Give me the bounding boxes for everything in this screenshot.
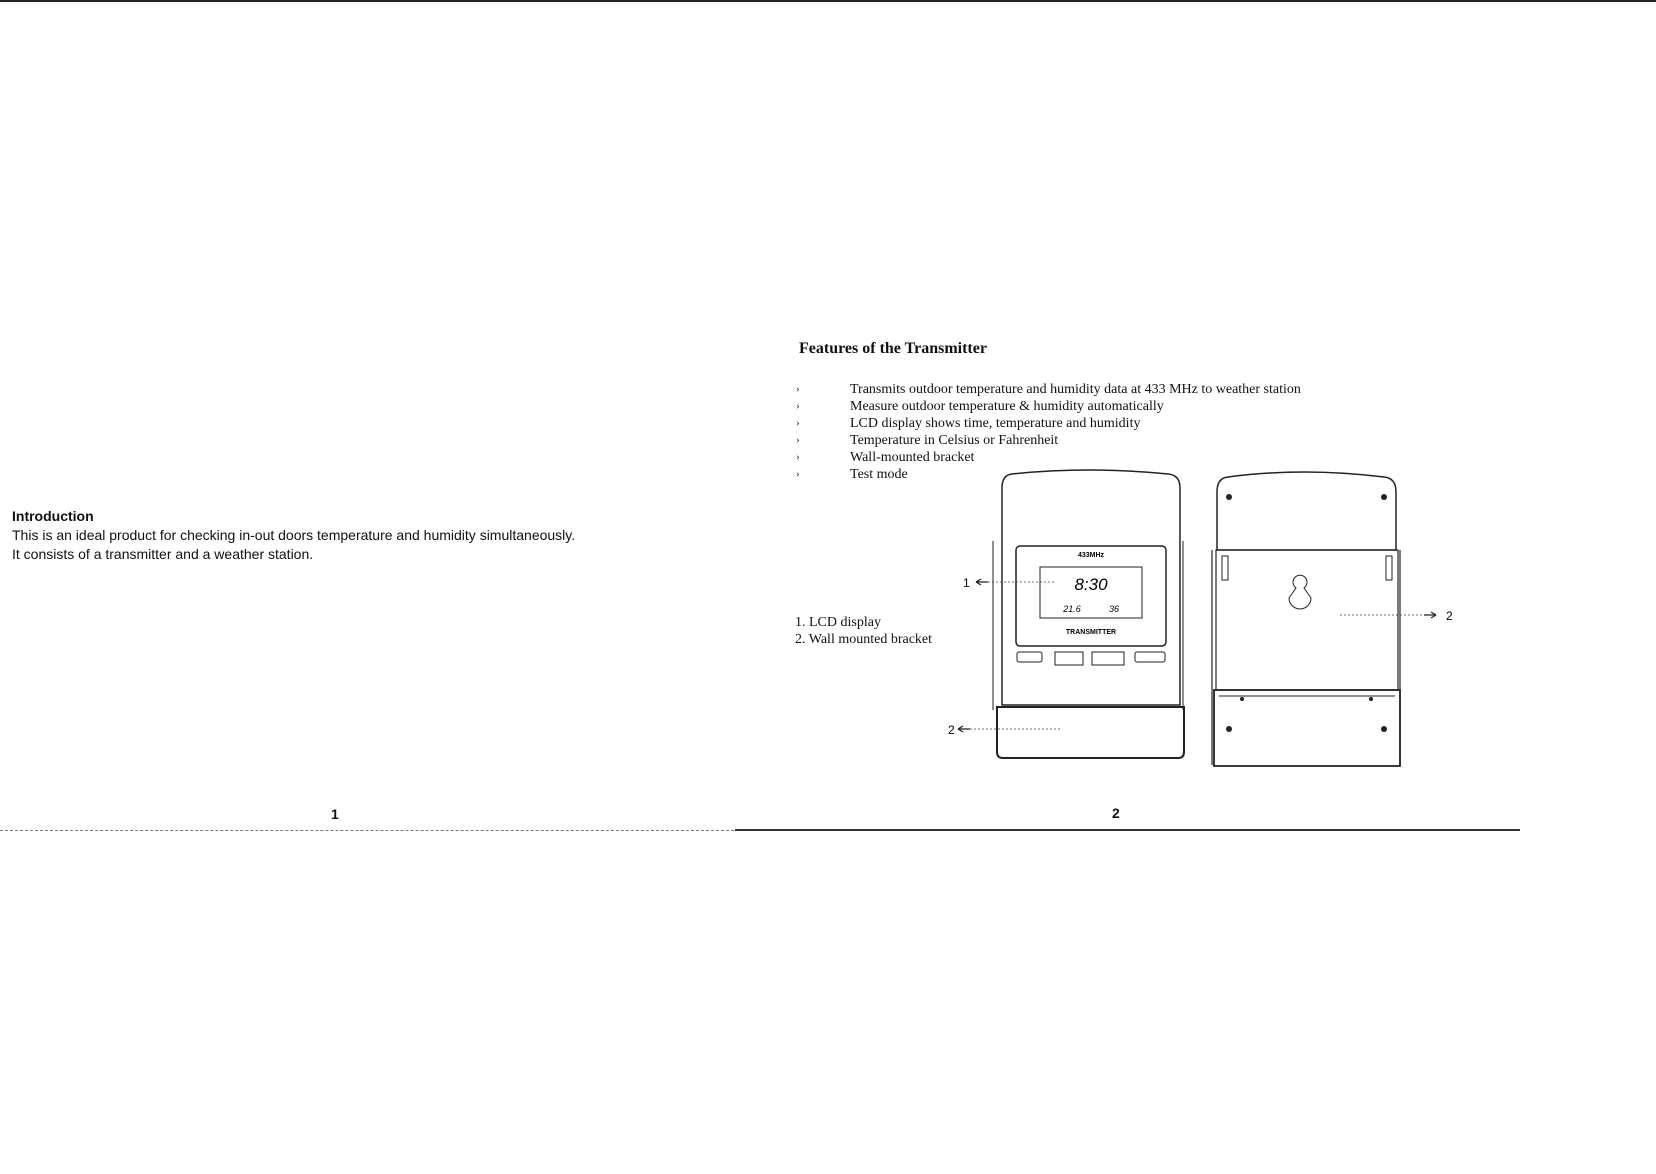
legend-item-lcd: 1. LCD display — [795, 615, 881, 630]
back-top — [1217, 472, 1396, 550]
legend-item-bracket: 2. Wall mounted bracket — [795, 632, 933, 647]
channel-button — [1092, 652, 1124, 665]
lcd-time: 8:30 — [1074, 575, 1108, 594]
page-fold-dark — [735, 829, 1520, 831]
frequency-label: 433MHz — [1077, 552, 1105, 559]
page-number-2: 2 — [1112, 805, 1120, 821]
slot-left — [1222, 556, 1228, 580]
keyhole-icon — [1289, 575, 1311, 609]
mode-button — [1017, 652, 1042, 662]
feature-text: Wall-mounted bracket — [850, 450, 975, 465]
bullet-icon: › — [796, 400, 800, 412]
slot-right — [1386, 556, 1392, 580]
celsius-button — [1055, 652, 1083, 665]
intro-line-2: It consists of a transmitter and a weather station. — [12, 546, 314, 562]
feature-text: Test mode — [850, 467, 908, 482]
intro-line-1: This is an ideal product for checking in-out doors temperature and humidity simultaneously. — [12, 527, 576, 543]
feature-text: Transmits outdoor temperature and humidity data at 433 MHz to weather station — [850, 382, 1301, 397]
back-plate — [1216, 550, 1398, 690]
bullet-icon: › — [796, 468, 800, 480]
arrow-icon — [1424, 612, 1436, 618]
arrow-icon — [976, 579, 988, 585]
feature-text: Temperature in Celsius or Fahrenheit — [850, 433, 1059, 448]
features-title: Features of the Transmitter — [799, 340, 987, 357]
feature-text: LCD display shows time, temperature and humidity — [850, 416, 1141, 431]
bullet-icon: › — [796, 383, 800, 395]
back-bracket — [1214, 690, 1400, 766]
callout-1: 1 — [963, 576, 970, 590]
wall-bracket — [997, 707, 1184, 758]
arrow-icon — [958, 726, 970, 732]
introduction-heading: Introduction — [12, 508, 94, 524]
page-number-1: 1 — [331, 806, 339, 822]
screw-icon — [1381, 726, 1387, 732]
transmitter-front-view — [993, 470, 1184, 758]
lcd-humidity: 36 — [1108, 604, 1120, 614]
test-button — [1135, 652, 1165, 662]
lcd-temperature: 21.6 — [1063, 604, 1081, 614]
bullet-icon: › — [796, 417, 800, 429]
screw-icon — [1381, 494, 1387, 500]
transmitter-back-view — [1212, 472, 1400, 766]
screw-icon — [1369, 697, 1373, 701]
callout-2-front: 2 — [948, 723, 955, 737]
bullet-icon: › — [796, 434, 800, 446]
device-label: TRANSMITTER — [1065, 629, 1117, 636]
feature-text: Measure outdoor temperature & humidity automatically — [850, 399, 1164, 414]
bullet-icon: › — [796, 451, 800, 463]
callout-2-back: 2 — [1446, 609, 1453, 623]
screw-icon — [1240, 697, 1244, 701]
screw-icon — [1226, 726, 1232, 732]
screw-icon — [1226, 494, 1232, 500]
